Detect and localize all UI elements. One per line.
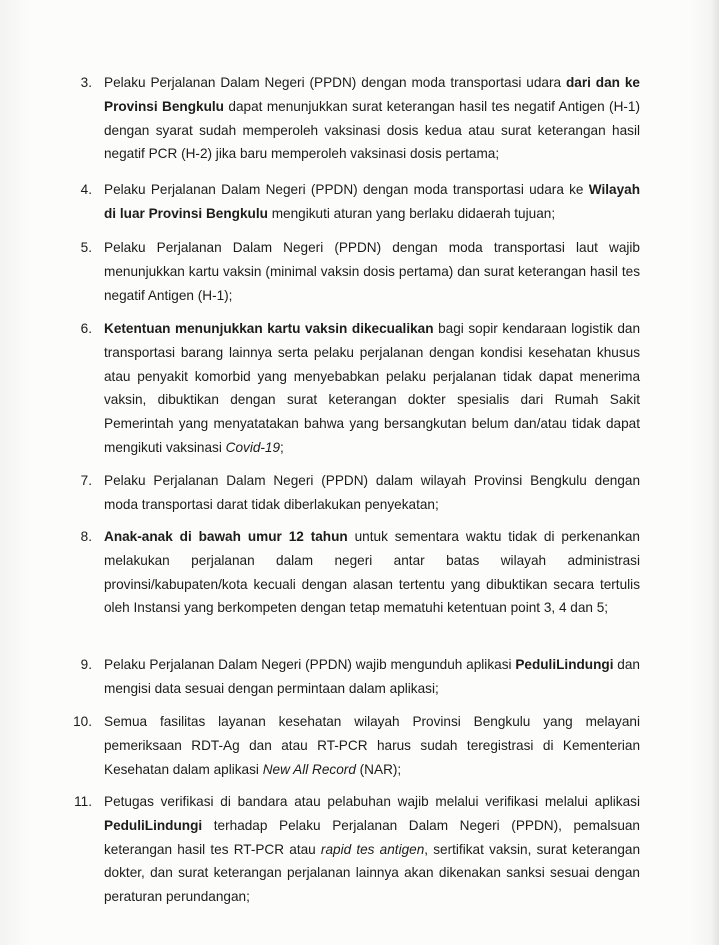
item-text: Pelaku Perjalanan Dalam Negeri (PPDN) dalam wilayah Provinsi Bengkulu dengan moda transportasi darat tidak diberlakukan penyekatan; — [104, 473, 640, 512]
item-text: Semua fasilitas layanan kesehatan wilayah Provinsi Bengkulu yang melayani pemeriksaan RDT-Ag dan atau RT-PCR harus sudah teregistrasi di Kementerian Kesehatan dalam aplikasi New All Record (NAR); — [104, 714, 640, 777]
item-text: Petugas verifikasi di bandara atau pelabuhan wajib melalui verifikasi melalui aplikasi PeduliLindungi terhadap Pelaku Perjalanan Dalam Negeri (PPDN), pemalsuan keterangan hasil tes RT-PCR atau rapid tes antigen, sertifikat vaksin, surat keterangan dokter, dan surat keterangan perjalanan lainnya akan dikenakan sanksi sesuai dengan peraturan perundangan; — [104, 794, 641, 905]
item-number: 9. — [80, 657, 92, 672]
item-number: 10. — [73, 714, 92, 729]
item-number: 6. — [80, 321, 92, 336]
item-number: 7. — [80, 473, 92, 488]
item-number: 8. — [80, 529, 92, 544]
item-text: Pelaku Perjalanan Dalam Negeri (PPDN) dengan moda transportasi udara dari dan ke Provinsi Bengkulu dapat menunjukkan surat keterangan hasil tes negatif Antigen (H-1) dengan syarat sudah memperoleh vaksinasi dosis kedua atau surat keterangan hasil negatif PCR (H-2) jika baru memperoleh vaksinasi dosis pertama; — [104, 75, 641, 162]
page-edge-shadow — [711, 0, 719, 945]
item-text: Ketentuan menunjukkan kartu vaksin dikecualikan bagi sopir kendaraan logistik dan transportasi barang lainnya serta pelaku perjalanan dengan kondisi kesehatan khusus atau penyakit komorbid yang menyebabkan pelaku perjalanan tidak dapat menerima vaksin, dibuktikan dengan surat keterangan dokter spesialis dari Rumah Sakit Pemerintah yang menyatatakan bahwa yang bersangkutan belum dan/atau tidak dapat mengikuti vaksinasi Covid-19; — [104, 321, 641, 455]
item-number: 4. — [80, 182, 92, 197]
item-text: Pelaku Perjalanan Dalam Negeri (PPDN) dengan moda transportasi udara ke Wilayah di luar Provinsi Bengkulu mengikuti aturan yang berlaku didaerah tujuan; — [104, 182, 640, 221]
item-text: Pelaku Perjalanan Dalam Negeri (PPDN) wajib mengunduh aplikasi PeduliLindungi dan mengisi data sesuai dengan permintaan dalam aplikasi; — [104, 657, 640, 696]
item-text: Pelaku Perjalanan Dalam Negeri (PPDN) dengan moda transportasi laut wajib menunjukkan kartu vaksin (minimal vaksin dosis pertama) dan surat keterangan hasil tes negatif Antigen (H-1); — [104, 240, 640, 303]
item-number: 11. — [74, 794, 92, 809]
item-number: 5. — [80, 240, 92, 255]
item-text: Anak-anak di bawah umur 12 tahun untuk sementara waktu tidak di perkenankan melakukan perjalanan dalam negeri antar batas wilayah administrasi provinsi/kabupaten/kota kecuali dengan alasan tertentu yang dibuktikan secara tertulis oleh Instansi yang berkompeten dengan tetap mematuhi ketentuan point 3, 4 dan 5; — [104, 529, 640, 616]
item-number: 3. — [80, 75, 92, 90]
